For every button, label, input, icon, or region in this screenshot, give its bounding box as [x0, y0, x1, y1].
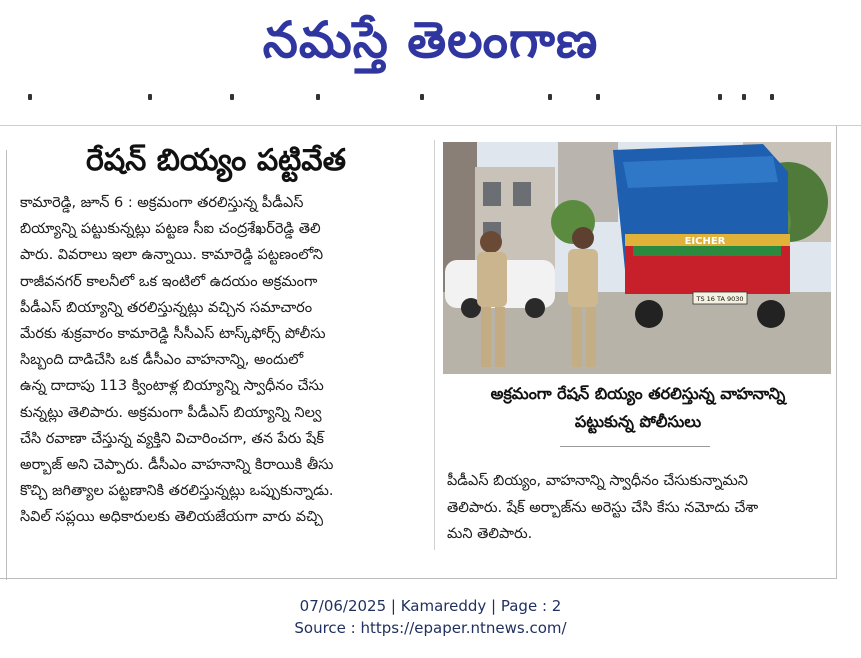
body-line: కొచ్చి జగిత్యాల పట్టణానికి తరలిస్తున్నట్లు ఒప్పుకున్నాడు.: [20, 483, 334, 500]
body-line: పారు. వివరాలు ఇలా ఉన్నాయి. కామారెడ్డి పట్టణంలోని: [20, 247, 324, 264]
body-line: పీడీఎస్ బియ్యాన్ని తరలిస్తున్నట్లు వచ్చిన సమాచారం: [20, 299, 313, 316]
body-line: మేరకు శుక్రవారం కామారెడ్డి సీసీఎస్ టాస్క్‌ఫోర్స్ పోలీసు: [20, 326, 326, 343]
body-line: కున్నట్లు తెలిపారు. అక్రమంగా పీడీఎస్ బియ్యాన్ని నిల్వ: [20, 404, 322, 421]
caption-line: అక్రమంగా రేషన్ బియ్యం తరలిస్తున్న వాహనాన్ని: [490, 384, 786, 403]
body-line: సిబ్బంది దాడిచేసి ఒక డీసీఎం వాహనాన్ని, అందులో: [20, 352, 304, 369]
footer-source-link[interactable]: Source : https://epaper.ntnews.com/: [294, 619, 567, 637]
column-divider: [434, 140, 435, 550]
article-continuation: [447, 468, 831, 548]
body-line: సివిల్ సప్లయి అధికారులకు తెలియజేయగా వారు వచ్చి: [20, 509, 324, 526]
masthead: [0, 0, 861, 80]
body-line: కామారెడ్డి, జూన్ 6 : అక్రమంగా తరలిస్తున్న పీడీఎస్: [20, 195, 304, 211]
caption-underline: [560, 446, 710, 447]
caption-line: పట్టుకున్న పోలీసులు: [574, 412, 702, 431]
article-headline: రేషన్ బియ్యం పట్టివేత: [86, 143, 346, 178]
body-line: చేసి రవాణా చేస్తున్న వ్యక్తిని విచారించగా, తన పేరు షేక్: [20, 430, 324, 447]
body-line: రాజీవనగర్ కాలనీలో ఒక ఇంటిలో ఉదయం అక్రమంగా: [20, 273, 318, 290]
number-plate: TS 16 TA 9030: [696, 295, 744, 303]
continued-line: పీడీఎస్ బియ్యం, వాహనాన్ని స్వాధీనం చేసుకున్నామని: [447, 473, 748, 489]
truck-board-text: EICHER: [684, 236, 726, 247]
body-line: బియ్యాన్ని పట్టుకున్నట్లు పట్టణ సీఐ చంద్రశేఖర్‌రెడ్డి తెలి: [20, 221, 321, 238]
truck-police-photo: [443, 142, 831, 374]
article-body: [20, 190, 425, 531]
body-line: అర్బాజ్ అని చెప్పారు. డీసీఎం వాహనాన్ని కిరాయికి తీసు: [20, 457, 334, 474]
left-border: [6, 150, 7, 580]
photo-caption: [446, 380, 830, 436]
body-line: ఉన్న దాదాపు 113 క్వింటాళ్ల బియ్యాన్ని స్వాధీనం చేసు: [20, 378, 324, 395]
source-footer: [0, 595, 861, 639]
footer-date-page: 07/06/2025 | Kamareddy | Page : 2: [299, 597, 562, 615]
continued-line: మని తెలిపారు.: [447, 526, 533, 542]
newspaper-logo: నమస్తే తెలంగాణ: [262, 11, 599, 69]
continued-line: తెలిపారు. షేక్ అర్బాజ్‌ను అరెస్టు చేసి కేసు నమోదు చేశా: [447, 499, 759, 516]
clipped-text-strip: [0, 88, 861, 106]
news-photo: [443, 142, 831, 374]
